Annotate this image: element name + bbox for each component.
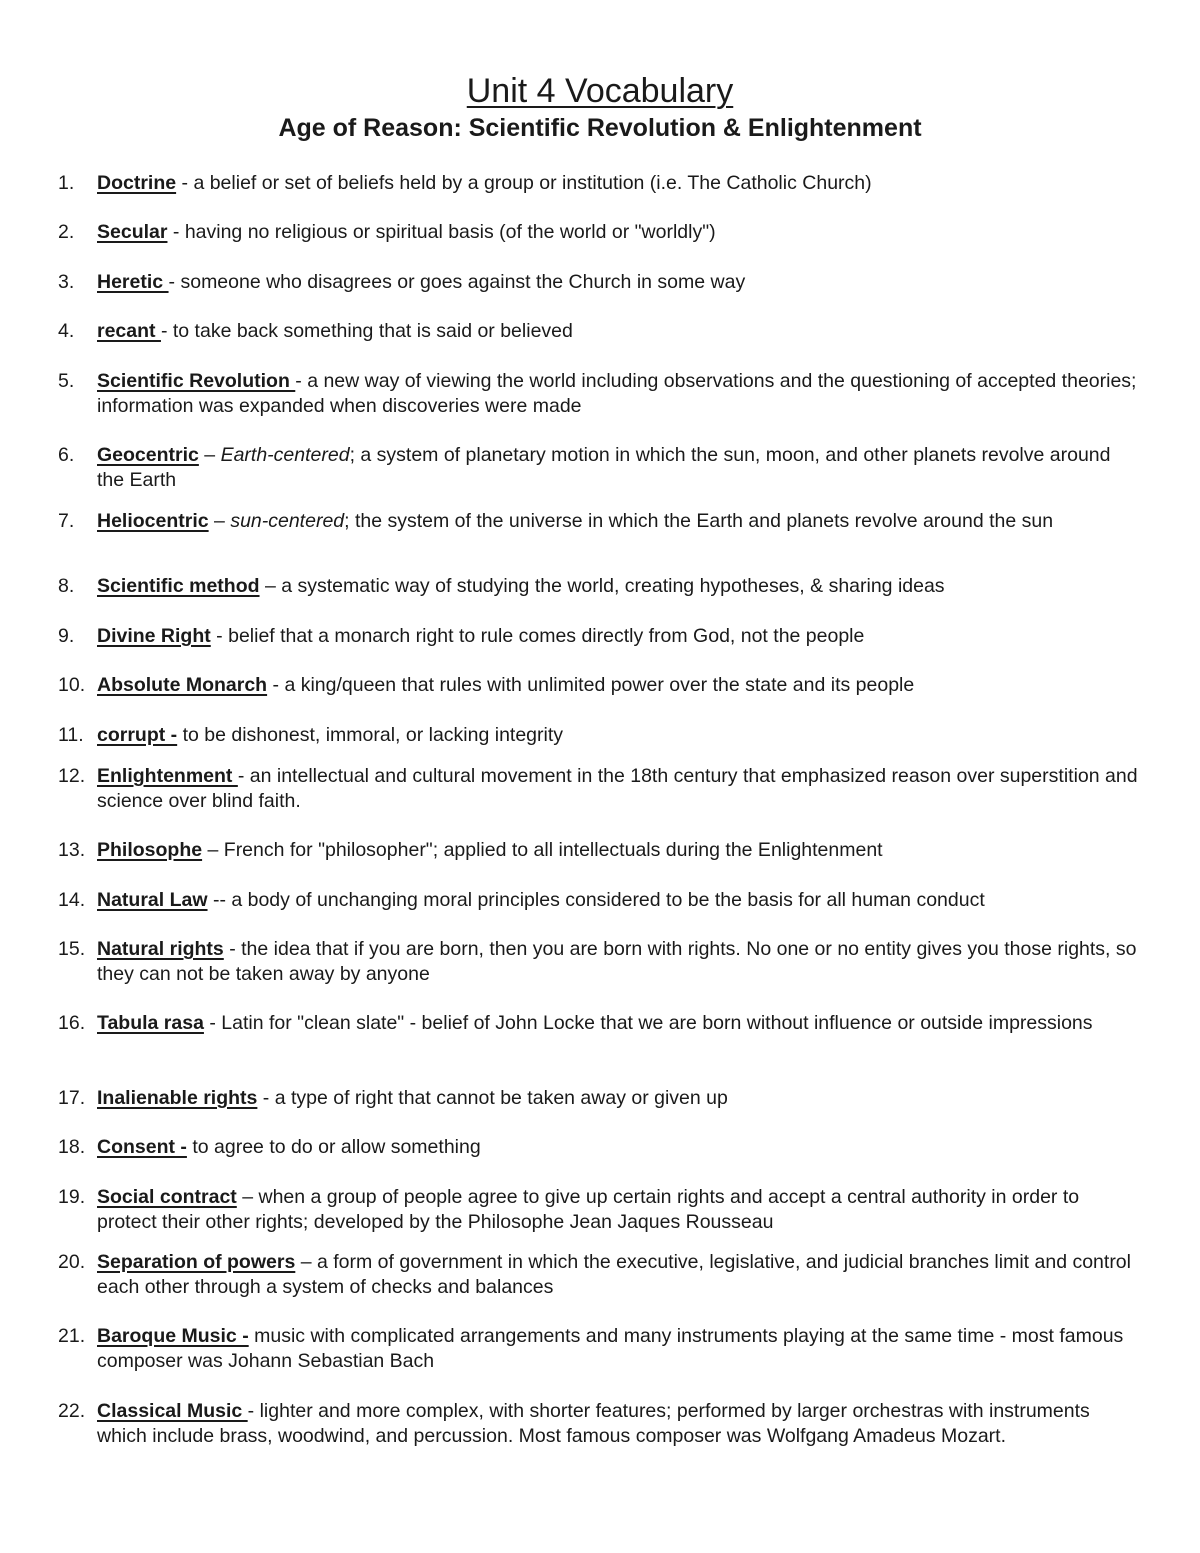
vocab-term: Tabula rasa xyxy=(97,1012,204,1034)
vocab-term: Scientific method xyxy=(97,575,260,597)
definition: having no religious or spiritual basis (of the world or "worldly") xyxy=(184,221,716,243)
term-separator: - xyxy=(168,271,181,293)
definition: the idea that if you are born, then you are born with rights. No one or no entity gives you those rights, so they can not be taken away by anyone xyxy=(97,938,1137,985)
vocab-term: Heretic xyxy=(97,271,169,293)
term-separator: - xyxy=(176,172,194,194)
item-number: 1. xyxy=(58,172,75,194)
definition: a belief or set of beliefs held by a group or institution (i.e. The Catholic Church) xyxy=(193,172,872,194)
term-separator: - xyxy=(223,938,242,960)
vocab-term: Scientific Revolution xyxy=(97,370,296,392)
vocab-item-1 xyxy=(58,171,1138,196)
vocab-item-8 xyxy=(58,574,1138,599)
definition: music with complicated arrangements and many instruments playing at the same time - most famous composer was Johann Sebastian Bach xyxy=(97,1325,1124,1372)
item-number: 12. xyxy=(58,765,86,787)
term-separator: - xyxy=(257,1087,275,1109)
item-number: 13. xyxy=(58,839,86,861)
vocab-term: Consent - xyxy=(97,1136,187,1158)
vocab-item-17 xyxy=(58,1086,1138,1111)
term-separator: - xyxy=(295,370,308,392)
item-number: 15. xyxy=(58,938,86,960)
vocab-item-10 xyxy=(58,673,1138,698)
vocab-term: Social contract xyxy=(97,1186,237,1208)
vocab-term: Heliocentric xyxy=(97,510,209,532)
vocab-term: Philosophe xyxy=(97,839,203,861)
vocab-item-19 xyxy=(58,1185,1138,1235)
item-number: 22. xyxy=(58,1400,86,1422)
definition: belief that a monarch right to rule comes directly from God, not the people xyxy=(228,625,865,647)
definition: a new way of viewing the world including observations and the questioning of accepted theories; information was expanded when discoveries were made xyxy=(97,370,1137,417)
vocab-item-13 xyxy=(58,838,1138,863)
vocab-term: Inalienable rights xyxy=(97,1087,258,1109)
item-number: 2. xyxy=(58,221,75,243)
term-separator: - xyxy=(160,320,173,342)
term-separator: - xyxy=(247,1400,260,1422)
vocab-item-7 xyxy=(58,509,1138,534)
vocab-term: Absolute Monarch xyxy=(97,674,268,696)
vocab-item-18 xyxy=(58,1135,1138,1160)
term-separator: – xyxy=(259,575,282,597)
item-number: 10. xyxy=(58,674,86,696)
definition: an intellectual and cultural movement in the 18th century that emphasized reason over superstition and science over blind faith. xyxy=(97,765,1138,812)
definition: to take back something that is said or believed xyxy=(172,320,573,342)
term-separator: – xyxy=(202,839,224,861)
term-separator: – xyxy=(198,444,221,466)
vocab-term: Divine Right xyxy=(97,625,211,647)
term-separator: – xyxy=(236,1186,259,1208)
item-number: 17. xyxy=(58,1087,86,1109)
term-separator: - xyxy=(267,674,285,696)
definition: a king/queen that rules with unlimited power over the state and its people xyxy=(284,674,915,696)
vocab-item-2 xyxy=(58,220,1138,245)
definition: a body of unchanging moral principles considered to be the basis for all human conduct xyxy=(231,889,985,911)
vocab-item-3 xyxy=(58,270,1138,295)
item-number: 20. xyxy=(58,1251,86,1273)
vocab-term: Baroque Music - xyxy=(97,1325,249,1347)
vocab-item-11 xyxy=(58,723,1138,748)
vocab-item-4 xyxy=(58,319,1138,344)
definition: lighter and more complex, with shorter features; performed by larger orchestras with instruments which include brass, woodwind, and percussion. Most famous composer was Wolfgang Amadeus Mozart. xyxy=(97,1400,1090,1447)
page-title: Unit 4 Vocabulary xyxy=(466,72,734,110)
item-number: 19. xyxy=(58,1186,86,1208)
item-number: 9. xyxy=(58,625,75,647)
definition: to be dishonest, immoral, or lacking integrity xyxy=(182,724,564,746)
definition: a form of government in which the executive, legislative, and judicial branches limit and control each other through a system of checks and balances xyxy=(97,1251,1131,1298)
term-separator: – xyxy=(208,510,231,532)
definition: Latin for "clean slate" - belief of John Locke that we are born without influence or outside impressions xyxy=(221,1012,1093,1034)
definition: a type of right that cannot be taken away or given up xyxy=(274,1087,728,1109)
definition: a systematic way of studying the world, creating hypotheses, & sharing ideas xyxy=(281,575,945,597)
term-separator: - xyxy=(237,765,250,787)
page-subtitle: Age of Reason: Scientific Revolution & Enlightenment xyxy=(278,114,922,142)
vocab-item-6 xyxy=(58,443,1138,493)
definition: French for "philosopher"; applied to all intellectuals during the Enlightenment xyxy=(223,839,883,861)
definition: ; the system of the universe in which the Earth and planets revolve around the sun xyxy=(344,510,1054,532)
vocab-item-22 xyxy=(58,1399,1138,1449)
item-number: 14. xyxy=(58,889,86,911)
item-number: 16. xyxy=(58,1012,86,1034)
vocab-term: Secular xyxy=(97,221,168,243)
vocab-item-16 xyxy=(58,1011,1138,1036)
vocab-item-9 xyxy=(58,624,1138,649)
vocab-term: corrupt - xyxy=(97,724,178,746)
vocab-term: Separation of powers xyxy=(97,1251,296,1273)
item-number: 4. xyxy=(58,320,75,342)
term-separator: - xyxy=(167,221,185,243)
vocab-item-15 xyxy=(58,937,1138,987)
term-separator: - xyxy=(210,625,229,647)
definition: when a group of people agree to give up certain rights and accept a central authority in order to protect their other rights; developed by the Philosophe Jean Jaques Rousseau xyxy=(97,1186,1080,1233)
definition: to agree to do or allow something xyxy=(192,1136,481,1158)
item-number: 7. xyxy=(58,510,75,532)
item-number: 8. xyxy=(58,575,75,597)
vocab-term: Natural Law xyxy=(97,889,208,911)
item-number: 6. xyxy=(58,444,75,466)
item-number: 21. xyxy=(58,1325,86,1347)
term-separator: -- xyxy=(207,889,232,911)
item-number: 5. xyxy=(58,370,75,392)
vocab-item-5 xyxy=(58,369,1138,419)
item-number: 3. xyxy=(58,271,75,293)
definition: someone who disagrees or goes against the Church in some way xyxy=(180,271,746,293)
vocab-term: Doctrine xyxy=(97,172,177,194)
vocab-term: Natural rights xyxy=(97,938,224,960)
vocab-term: Classical Music xyxy=(97,1400,248,1422)
vocab-item-21 xyxy=(58,1324,1138,1374)
item-number: 18. xyxy=(58,1136,86,1158)
definition-italic: sun-centered xyxy=(230,510,345,532)
definition: ; a system of planetary motion in which the sun, moon, and other planets revolve around the Earth xyxy=(97,444,1111,491)
item-number: 11. xyxy=(58,724,84,746)
vocab-term: Enlightenment xyxy=(97,765,238,787)
vocab-item-14 xyxy=(58,888,1138,913)
term-separator: – xyxy=(295,1251,317,1273)
vocab-term: recant xyxy=(97,320,161,342)
vocab-item-12 xyxy=(58,764,1138,814)
vocab-term: Geocentric xyxy=(97,444,199,466)
term-separator: - xyxy=(203,1012,222,1034)
vocab-item-20 xyxy=(58,1250,1138,1300)
definition-italic: Earth-centered xyxy=(220,444,350,466)
